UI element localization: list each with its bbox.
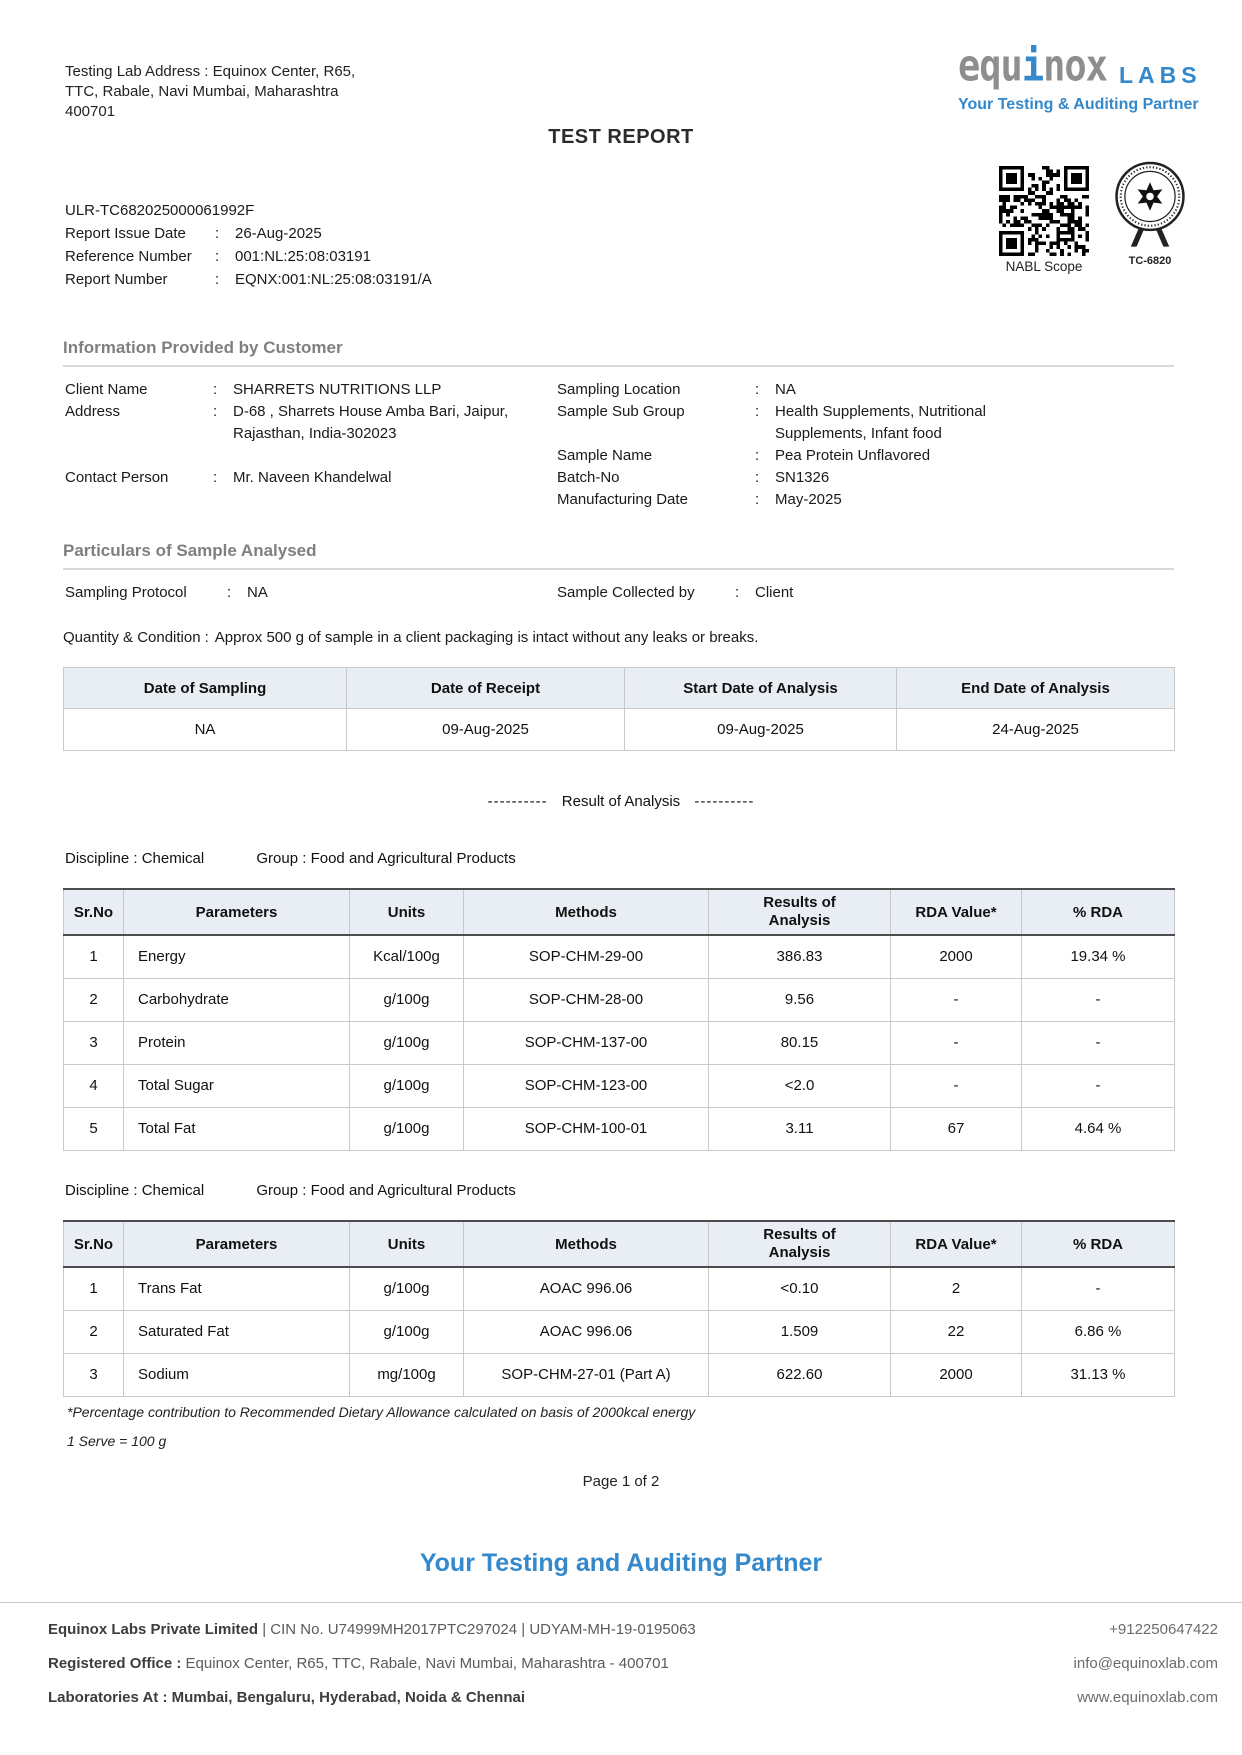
cell: Total Fat	[124, 1107, 350, 1150]
cell: SOP-CHM-29-00	[464, 935, 709, 978]
cell: -	[1022, 978, 1175, 1021]
info-value: SN1326	[775, 469, 830, 486]
column-header: Methods	[464, 889, 709, 935]
meta-label: Report Number	[65, 271, 168, 288]
discipline-line-2	[65, 1182, 516, 1199]
footnote-rda: *Percentage contribution to Recommended Dietary Allowance calculated on basis of 2000kcal energy	[67, 1404, 696, 1420]
cell: AOAC 996.06	[464, 1310, 709, 1353]
cell: 3.11	[709, 1107, 891, 1150]
cell: 67	[891, 1107, 1022, 1150]
footnotes	[67, 1404, 695, 1449]
colon: :	[213, 381, 218, 398]
column-header: % RDA	[1022, 889, 1175, 935]
column-header: Sr.No	[64, 889, 124, 935]
meta-value: EQNX:001:NL:25:08:03191/A	[235, 271, 432, 288]
discipline-label: Discipline : Chemical	[65, 1182, 205, 1199]
column-header: RDA Value*	[891, 889, 1022, 935]
cell: 6.86 %	[1022, 1310, 1175, 1353]
lab-address-line: TTC, Rabale, Navi Mumbai, Maharashtra	[65, 83, 339, 100]
table-row	[64, 709, 1175, 751]
table-row	[64, 1021, 1175, 1064]
table-header-row	[64, 889, 1175, 935]
sample-collected-by-row	[557, 582, 793, 604]
results-table-2	[63, 1220, 1175, 1397]
table-row	[64, 1267, 1175, 1310]
cell: 1	[64, 935, 124, 978]
cell: mg/100g	[350, 1353, 464, 1396]
cell: 09-Aug-2025	[347, 709, 625, 751]
cell: 2	[64, 978, 124, 1021]
cell: Carbohydrate	[124, 978, 350, 1021]
logo-tagline: Your Testing & Auditing Partner	[958, 96, 1199, 113]
equinox-labs-logo	[958, 40, 1228, 114]
info-value: D-68 , Sharrets House Amba Bari, Jaipur, Rajasthan, India-302023	[233, 403, 509, 442]
footer-divider	[0, 1602, 1242, 1603]
divider-dashes: ----------	[694, 793, 755, 810]
cell: 24-Aug-2025	[897, 709, 1175, 751]
logo-i-letter: i	[1021, 40, 1044, 92]
info-row	[65, 379, 545, 401]
cell: SOP-CHM-27-01 (Part A)	[464, 1353, 709, 1396]
colon: :	[215, 248, 220, 265]
report-meta-row	[65, 222, 432, 245]
divider-text: Result of Analysis	[561, 793, 681, 810]
table-header-row	[64, 1221, 1175, 1267]
info-label: Sampling Location	[557, 381, 681, 398]
column-header: End Date of Analysis	[897, 668, 1175, 709]
table-row	[64, 1107, 1175, 1150]
info-row	[557, 379, 1037, 401]
info-value: SHARRETS NUTRITIONS LLP	[233, 381, 442, 398]
nabl-certificate-number: TC-6820	[1128, 255, 1172, 267]
cell: NA	[64, 709, 347, 751]
footer-labs-list: Laboratories At : Mumbai, Bengaluru, Hyderabad, Noida & Chennai	[48, 1689, 526, 1706]
colon: :	[755, 381, 760, 398]
colon: :	[755, 469, 760, 486]
cell: <2.0	[709, 1064, 891, 1107]
info-label: Manufacturing Date	[557, 491, 688, 508]
info-label: Quantity & Condition	[63, 629, 201, 646]
colon: :	[227, 584, 232, 601]
column-header: Date of Receipt	[347, 668, 625, 709]
cell: SOP-CHM-137-00	[464, 1021, 709, 1064]
footer-email: info@equinoxlab.com	[1073, 1655, 1218, 1672]
cell: 2	[891, 1267, 1022, 1310]
cell: Sodium	[124, 1353, 350, 1396]
colon: :	[755, 447, 760, 464]
table-row	[64, 1064, 1175, 1107]
lab-address	[65, 62, 395, 122]
cell: Trans Fat	[124, 1267, 350, 1310]
qr-code-image	[999, 166, 1089, 256]
info-value: Client	[755, 584, 794, 601]
cell: 4	[64, 1064, 124, 1107]
info-value: NA	[775, 381, 796, 398]
info-label: Sample Name	[557, 447, 653, 464]
cell: g/100g	[350, 1021, 464, 1064]
footer	[48, 1620, 1218, 1722]
cell: 4.64 %	[1022, 1107, 1175, 1150]
footnote-serve: 1 Serve = 100 g	[67, 1433, 167, 1449]
analysis-dates-table	[63, 667, 1175, 751]
column-header: % RDA	[1022, 1221, 1175, 1267]
colon: :	[204, 629, 209, 646]
cell: 2	[64, 1310, 124, 1353]
footer-phone: +912250647422	[1109, 1621, 1218, 1638]
cell: Saturated Fat	[124, 1310, 350, 1353]
lab-address-line: 400701	[65, 103, 116, 120]
qr-code	[996, 166, 1092, 274]
info-row	[557, 467, 1037, 489]
cell: 9.56	[709, 978, 891, 1021]
group-label: Group : Food and Agricultural Products	[256, 850, 516, 867]
info-value: Approx 500 g of sample in a client packaging is intact without any leaks or breaks.	[214, 629, 759, 646]
table-row	[64, 1353, 1175, 1396]
cell: 3	[64, 1021, 124, 1064]
logo-wordmark: equinox	[958, 40, 1107, 92]
section-heading-customer: Information Provided by Customer	[63, 338, 1174, 367]
cell: -	[891, 1064, 1022, 1107]
sampling-protocol-row	[65, 582, 268, 604]
footer-labs-line	[48, 1688, 1218, 1707]
cell: 1.509	[709, 1310, 891, 1353]
info-value: Health Supplements, Nutritional Supplements, Infant food	[775, 403, 986, 442]
cell: g/100g	[350, 1310, 464, 1353]
column-header: Parameters	[124, 1221, 350, 1267]
cell: Total Sugar	[124, 1064, 350, 1107]
page-title: TEST REPORT	[548, 126, 694, 148]
cell: -	[891, 1021, 1022, 1064]
colon: :	[215, 225, 220, 242]
tagline-banner: Your Testing and Auditing Partner	[419, 1549, 823, 1577]
footer-office-line	[48, 1654, 1218, 1673]
discipline-label: Discipline : Chemical	[65, 850, 205, 867]
footer-company-name: Equinox Labs Private Limited	[48, 1621, 259, 1638]
info-label: Batch-No	[557, 469, 620, 486]
customer-info-section	[63, 338, 1174, 559]
column-header: Parameters	[124, 889, 350, 935]
footer-office-label: Registered Office :	[48, 1655, 182, 1672]
meta-value: 001:NL:25:08:03191	[235, 248, 371, 265]
cell: 386.83	[709, 935, 891, 978]
column-header: Units	[350, 1221, 464, 1267]
cell: g/100g	[350, 1267, 464, 1310]
quantity-condition-row	[63, 629, 1174, 646]
info-value: Pea Protein Unflavored	[775, 447, 931, 464]
cell: g/100g	[350, 1107, 464, 1150]
column-header: Date of Sampling	[64, 668, 347, 709]
lab-address-line: Testing Lab Address : Equinox Center, R65,	[65, 63, 356, 80]
colon: :	[215, 271, 220, 288]
cell: 80.15	[709, 1021, 891, 1064]
info-label: Sampling Protocol	[65, 584, 187, 601]
info-value: Mr. Naveen Khandelwal	[233, 469, 392, 486]
cell: SOP-CHM-28-00	[464, 978, 709, 1021]
column-header: Results of Analysis	[709, 889, 891, 935]
meta-value: 26-Aug-2025	[235, 225, 322, 242]
section-heading-particulars: Particulars of Sample Analysed	[63, 541, 1174, 570]
cell: <0.10	[709, 1267, 891, 1310]
cell: 622.60	[709, 1353, 891, 1396]
cell: -	[1022, 1021, 1175, 1064]
info-row	[65, 401, 545, 445]
footer-office-address: Equinox Center, R65, TTC, Rabale, Navi Mumbai, Maharashtra - 400701	[181, 1655, 669, 1672]
cell: 2000	[891, 935, 1022, 978]
meta-label: Report Issue Date	[65, 225, 186, 242]
discipline-line-1	[65, 850, 516, 867]
sample-particulars-section	[63, 541, 1174, 646]
nabl-seal	[1106, 158, 1194, 267]
footer-website: www.equinoxlab.com	[1077, 1689, 1218, 1706]
info-label: Address	[65, 403, 121, 420]
column-header: Start Date of Analysis	[625, 668, 897, 709]
result-of-analysis-divider	[0, 793, 1242, 810]
info-value: NA	[247, 584, 268, 601]
qr-code-label: NABL Scope	[1005, 259, 1083, 274]
page-number: Page 1 of 2	[582, 1473, 660, 1490]
info-value: May-2025	[775, 491, 842, 508]
column-header: RDA Value*	[891, 1221, 1022, 1267]
table-row	[64, 935, 1175, 978]
customer-info-left-column	[65, 379, 545, 489]
cell: 5	[64, 1107, 124, 1150]
table-row	[64, 978, 1175, 1021]
logo-labs-text: LABS	[1118, 62, 1202, 88]
cell: 09-Aug-2025	[625, 709, 897, 751]
colon: :	[213, 469, 218, 486]
cell: Protein	[124, 1021, 350, 1064]
info-row	[557, 401, 1037, 445]
report-meta-row	[65, 245, 432, 268]
meta-label: Reference Number	[65, 248, 192, 265]
cell: -	[1022, 1064, 1175, 1107]
cell: 22	[891, 1310, 1022, 1353]
footer-company-ids: | CIN No. U74999MH2017PTC297024 | UDYAM-MH-19-0195063	[258, 1621, 696, 1638]
report-meta	[65, 199, 432, 291]
group-label: Group : Food and Agricultural Products	[256, 1182, 516, 1199]
customer-info-right-column	[557, 379, 1037, 511]
info-label: Sample Collected by	[557, 584, 695, 601]
info-label: Sample Sub Group	[557, 403, 685, 420]
cell: SOP-CHM-100-01	[464, 1107, 709, 1150]
info-label: Contact Person	[65, 469, 169, 486]
colon: :	[735, 584, 740, 601]
table-header-row	[64, 668, 1175, 709]
cell: AOAC 996.06	[464, 1267, 709, 1310]
info-row	[557, 445, 1037, 467]
nabl-seal-image	[1108, 158, 1192, 250]
info-label: Client Name	[65, 381, 148, 398]
footer-company-line	[48, 1620, 1218, 1639]
column-header: Methods	[464, 1221, 709, 1267]
table-row	[64, 1310, 1175, 1353]
cell: g/100g	[350, 978, 464, 1021]
cell: -	[1022, 1267, 1175, 1310]
results-table-1	[63, 888, 1175, 1151]
cell: 19.34 %	[1022, 935, 1175, 978]
column-header: Sr.No	[64, 1221, 124, 1267]
cell: 2000	[891, 1353, 1022, 1396]
info-row	[65, 467, 545, 489]
cell: Energy	[124, 935, 350, 978]
cell: Kcal/100g	[350, 935, 464, 978]
column-header: Units	[350, 889, 464, 935]
cell: 1	[64, 1267, 124, 1310]
colon: :	[213, 403, 218, 420]
cell: g/100g	[350, 1064, 464, 1107]
column-header: Results of Analysis	[709, 1221, 891, 1267]
cell: 3	[64, 1353, 124, 1396]
colon: :	[755, 403, 760, 420]
divider-dashes: ----------	[487, 793, 548, 810]
ulr-number: ULR-TC682025000061992F	[65, 202, 255, 219]
colon: :	[755, 491, 760, 508]
report-meta-row	[65, 268, 432, 291]
info-row	[557, 489, 1037, 511]
cell: -	[891, 978, 1022, 1021]
cell: 31.13 %	[1022, 1353, 1175, 1396]
cell: SOP-CHM-123-00	[464, 1064, 709, 1107]
